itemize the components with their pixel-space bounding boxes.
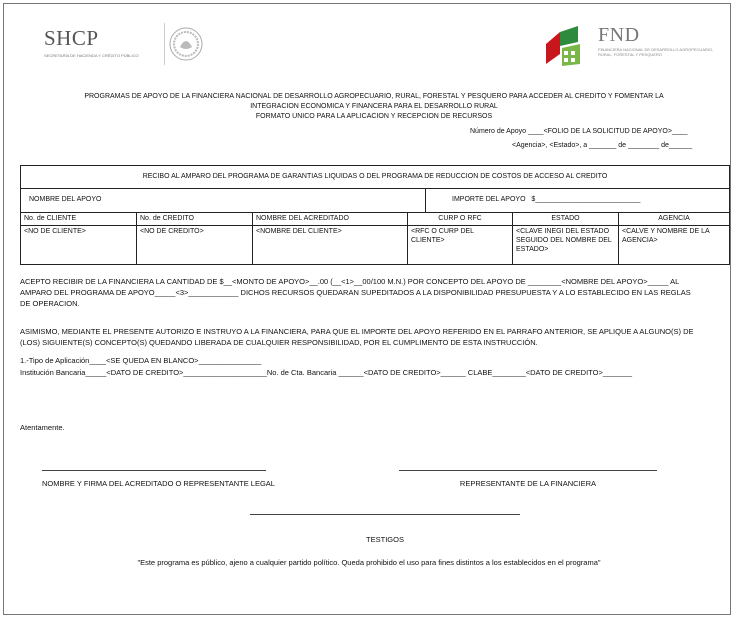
beneficiary-table (20, 165, 730, 265)
col-header-agencia: AGENCIA (658, 215, 690, 222)
tipo-aplicacion: 1.-Tipo de Aplicación____<SE QUEDA EN BLANCO>_______________ (20, 356, 262, 365)
fnd-logo (598, 24, 718, 57)
form-page (3, 3, 731, 615)
value-row (21, 226, 729, 264)
shcp-subtitle: SECRETARÍA DE HACIENDA Y CRÉDITO PÚBLICO (44, 53, 139, 58)
para2-line-1: ASIMISMO, MEDIANTE EL PRESENTE AUTORIZO E INSTRUYO A LA FINANCIERA, PARA QUE EL IMPORTE DEL APOYO REFERIDO EN EL PARRAFO ANTERIOR, SE APLIQUE A ALGUNO(S) DE (20, 327, 694, 336)
title-line-1: PROGRAMAS DE APOYO DE LA FINANCIERA NACIONAL DE DESARROLLO AGROPECUARIO, RURAL, FORESTAL Y PESQUERO PARA ACCEDER AL CREDITO Y FOMENTAR LA (84, 93, 664, 100)
importe-cell (426, 189, 729, 212)
para2-line-2: (LOS) SIGUIENTE(S) CONCEPTO(S) QUEDANDO LIBERADA DE CUALQUIER RESPONSIBILIDAD, POR EL CUMPLIMENTO DE ESTA INSTRUCCIÓN. (20, 338, 538, 347)
para1-line-3: DE OPERACION. (20, 299, 80, 308)
title-line-2: INTEGRACION ECONOMICA Y FINANCERA PARA EL DESARROLLO RURAL (250, 103, 498, 110)
signature-line-financiera (399, 470, 657, 471)
shcp-logo (44, 26, 154, 58)
numero-label: Número de Apoyo ____ (470, 128, 544, 135)
col-header-estado: ESTADO (513, 213, 619, 225)
authorization-paragraph (20, 326, 730, 348)
title-line-3: FORMATO UNICO PARA LA APLICACION Y RECEPCION DE RECURSOS (255, 113, 493, 120)
numero-apoyo (470, 127, 688, 137)
signature-line-acreditado (42, 470, 266, 471)
col-header-acreditado: NOMBRE DEL ACREDITADO (253, 213, 408, 225)
importe-value: $___________________________ (531, 196, 641, 203)
value-agencia: <CALVE Y NOMBRE DE LA AGENCIA> (622, 228, 710, 244)
program-line: RECIBO AL AMPARO DEL PROGRAMA DE GARANTIAS LIQUIDAS O DEL PROGRAMA DE REDUCCION DE COSTOS DE ACCESO AL CREDITO (142, 173, 608, 180)
value-curp: <RFC O CURP DEL CLIENTE> (408, 226, 513, 264)
shcp-wordmark: SHCP (44, 26, 99, 50)
value-acreditado: <NOMBRE DEL CLIENTE> (253, 226, 408, 264)
para1-line-1: ACEPTO RECIBIR DE LA FINANCIERA LA CANTIDAD DE $__<MONTO DE APOYO>__.00 (__<1>__00/100 M.N.) POR CONCEPTO DEL APOYO DE ________<NOMBRE DEL APOYO>_____ AL (20, 277, 680, 286)
col-header-cliente: No. de CLIENTE (21, 213, 137, 225)
national-seal-icon (164, 21, 204, 67)
signature-label-acreditado: NOMBRE Y FIRMA DEL ACREDITADO O REPRESENTANTE LEGAL (42, 479, 275, 488)
location-date: <Agencia>, <Estado>, a _______ de ________ de______ (512, 142, 693, 149)
legal-footer: "Este programa es público, ajeno a cualquier partido político. Queda prohibido el uso para fines distintos a los establecidos en el programa" (137, 558, 601, 567)
acceptance-paragraph (20, 276, 730, 309)
col-header-curp: CURP O RFC (408, 213, 513, 225)
value-estado: <CLAVE INEGI DEL ESTADO SEGUIDO DEL NOMBRE DEL ESTADO> (513, 226, 619, 264)
testigos-label: TESTIGOS (366, 535, 404, 544)
nombre-apoyo-label: NOMBRE DEL APOYO (21, 189, 426, 212)
col-header-credito: No. de CREDITO (137, 213, 253, 225)
apoyo-row (21, 189, 729, 213)
atentamente: Atentamente. (20, 423, 65, 432)
institucion-bancaria: Institución Bancaria_____<DATO DE CREDITO>____________________No. de Cta. Bancaria ______<DATO DE CREDITO>______ CLABE________<DATO DE CREDITO>_______ (20, 368, 633, 377)
fnd-wordmark: FND (598, 24, 640, 46)
numero-value: <FOLIO DE LA SOLICITUD DE APOYO>____ (543, 128, 688, 135)
value-credito: <NO DE CREDITO> (137, 226, 253, 264)
fnd-subtitle: FINANCIERA NACIONAL DE DESARROLLO AGROPECUARIO, RURAL, FORESTAL Y PESQUERO (598, 47, 714, 57)
program-row (21, 166, 729, 189)
document-title (44, 92, 704, 122)
value-cliente: <NO DE CLIENTE> (21, 226, 137, 264)
signature-line-testigos (250, 514, 520, 515)
para1-line-2: AMPARO DEL PROGRAMA DE APOYO_____<3>____________ DICHOS RECURSOS QUEDARAN SUPEDITADOS A LA DISPONIBILIDAD PRESUPUESTA Y A LO ESTABLECIDO EN LAS REGLAS (20, 288, 691, 297)
signature-label-financiera: REPRESENTANTE DE LA FINANCIERA (459, 479, 597, 488)
header-row (21, 213, 729, 226)
importe-label: IMPORTE DEL APOYO (452, 196, 526, 203)
fnd-logo-icon (540, 24, 586, 70)
